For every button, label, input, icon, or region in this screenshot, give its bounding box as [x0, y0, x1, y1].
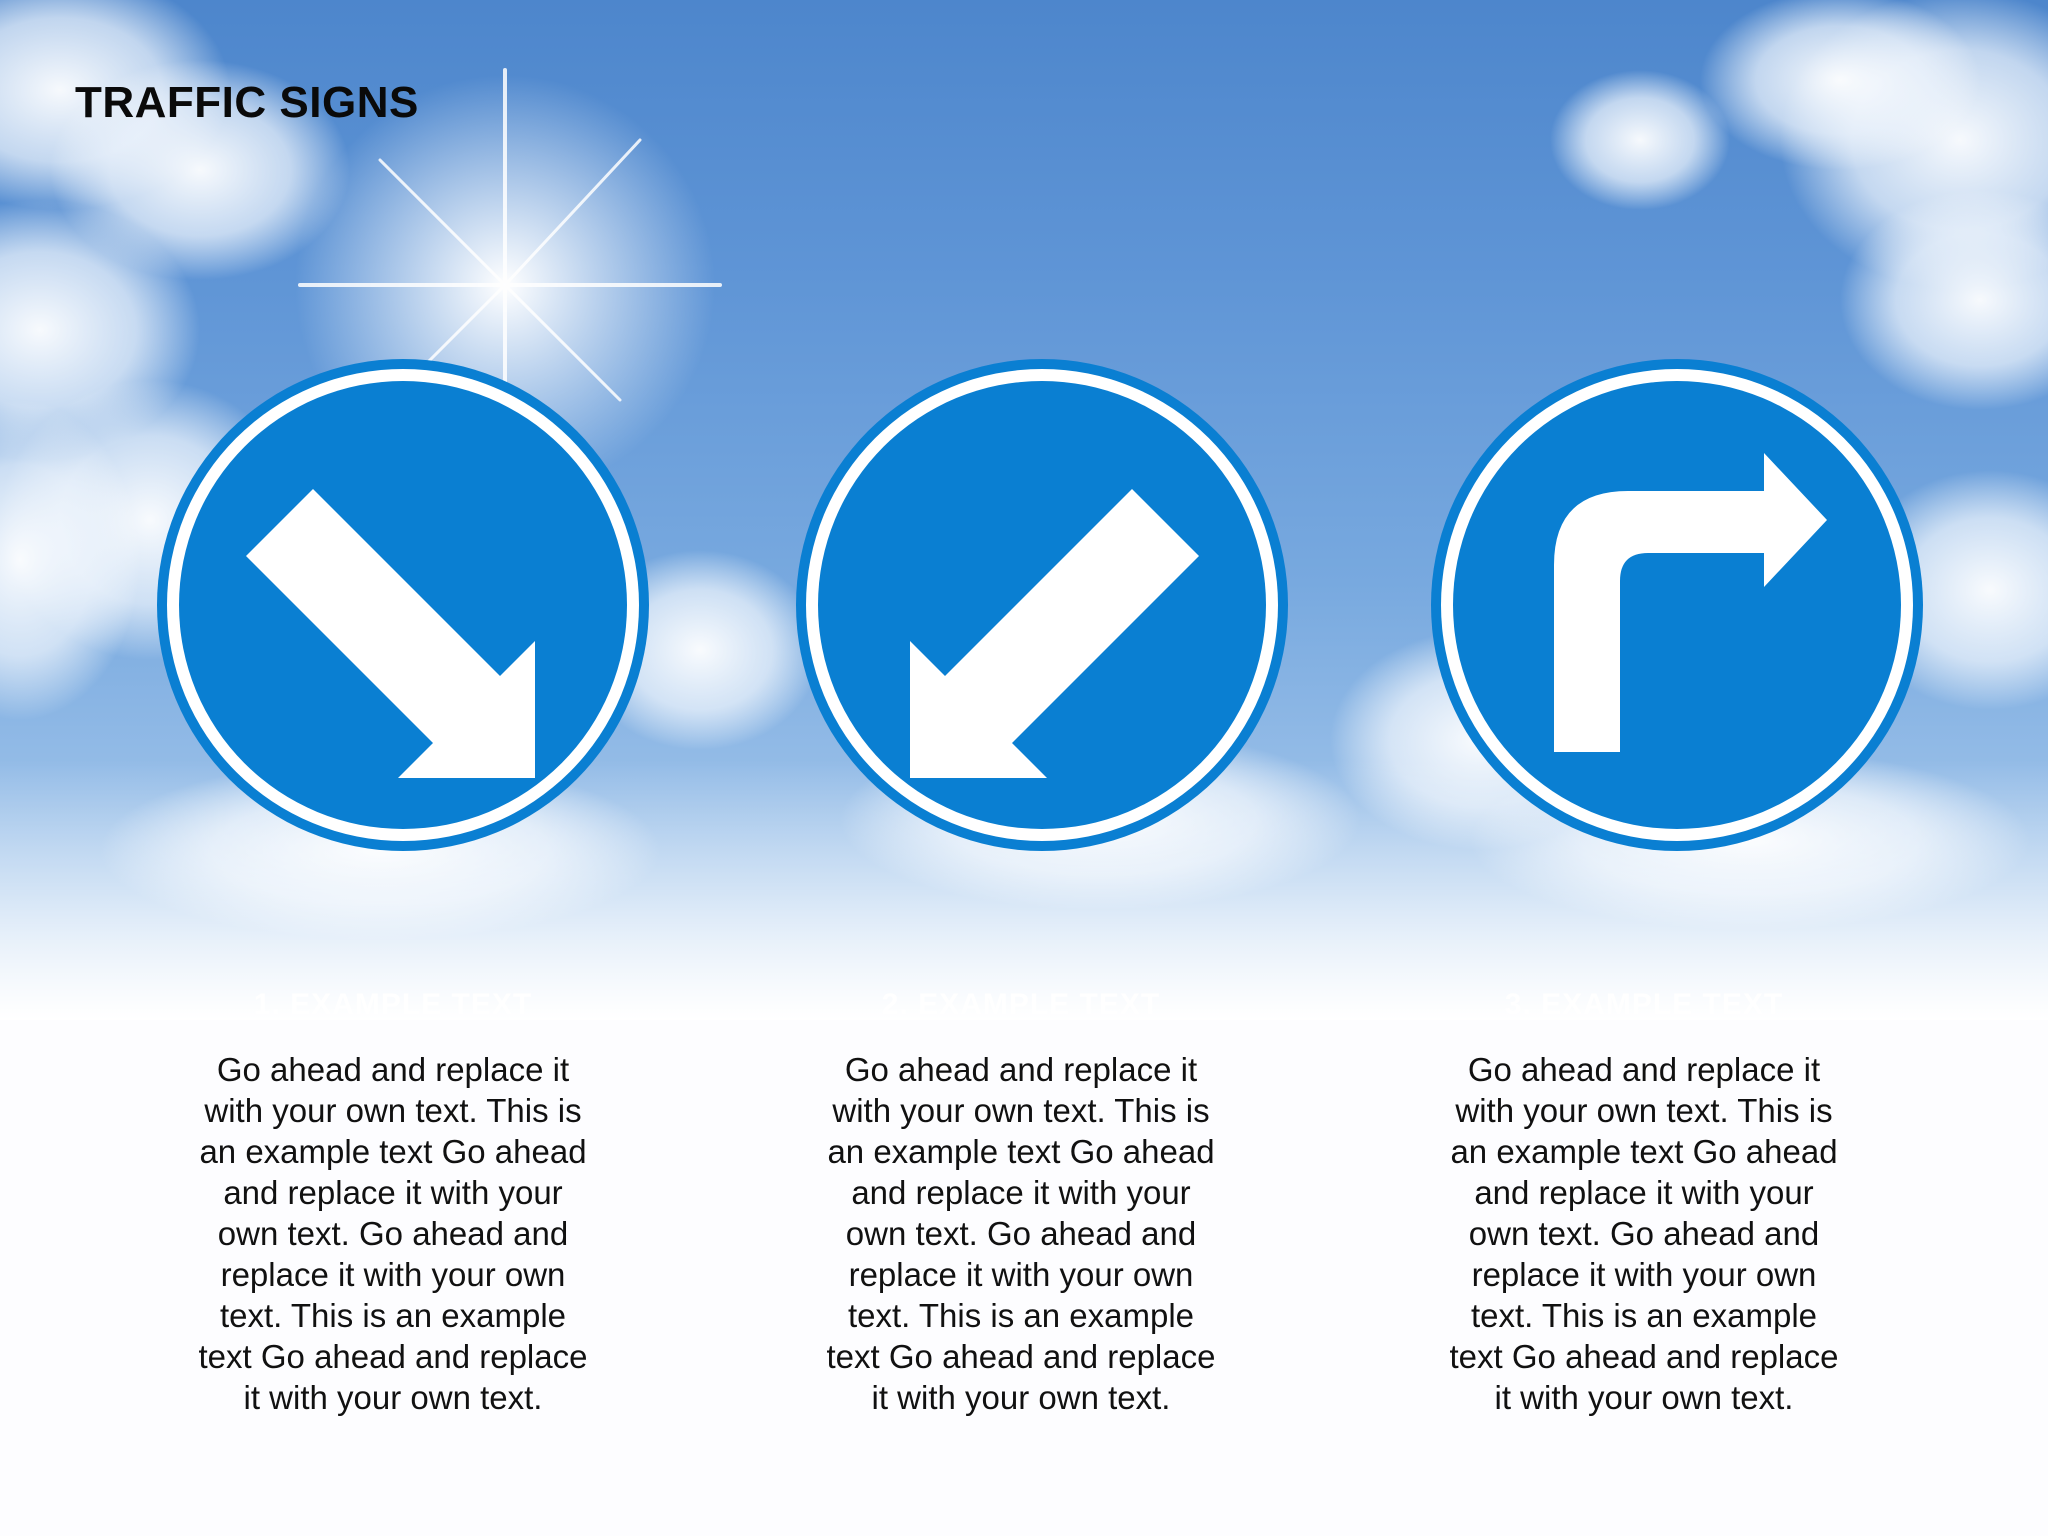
slide-title: TRAFFIC SIGNS [75, 78, 419, 127]
block-body: Go ahead and replace it with your own text. This is an example text Go ahead and replace it with your own text. Go ahead and replace it with your own text. This is an example text Go ahead and replace it with your own text. [1449, 1051, 1839, 1416]
text-block-1 [143, 985, 643, 1418]
block-heading: 1. EXAMPLE TEXT [253, 988, 533, 1021]
sign-3 [1427, 355, 1927, 855]
block-heading: 3. EXAMPLE TEXT [1504, 988, 1784, 1021]
text-block-3 [1394, 985, 1894, 1418]
arrow-down-right-icon [153, 355, 653, 855]
sign-1 [153, 355, 653, 855]
turn-right-arrow-icon [1427, 355, 1927, 855]
arrow-down-left-icon [792, 355, 1292, 855]
block-body: Go ahead and replace it with your own text. This is an example text Go ahead and replace it with your own text. Go ahead and replace it with your own text. This is an example text Go ahead and replace it with your own text. [826, 1051, 1216, 1416]
block-heading: 2. EXAMPLE TEXT [881, 988, 1161, 1021]
block-body: Go ahead and replace it with your own text. This is an example text Go ahead and replace it with your own text. Go ahead and replace it with your own text. This is an example text Go ahead and replace it with your own text. [198, 1051, 588, 1416]
text-block-2 [771, 985, 1271, 1418]
sign-2 [792, 355, 1292, 855]
